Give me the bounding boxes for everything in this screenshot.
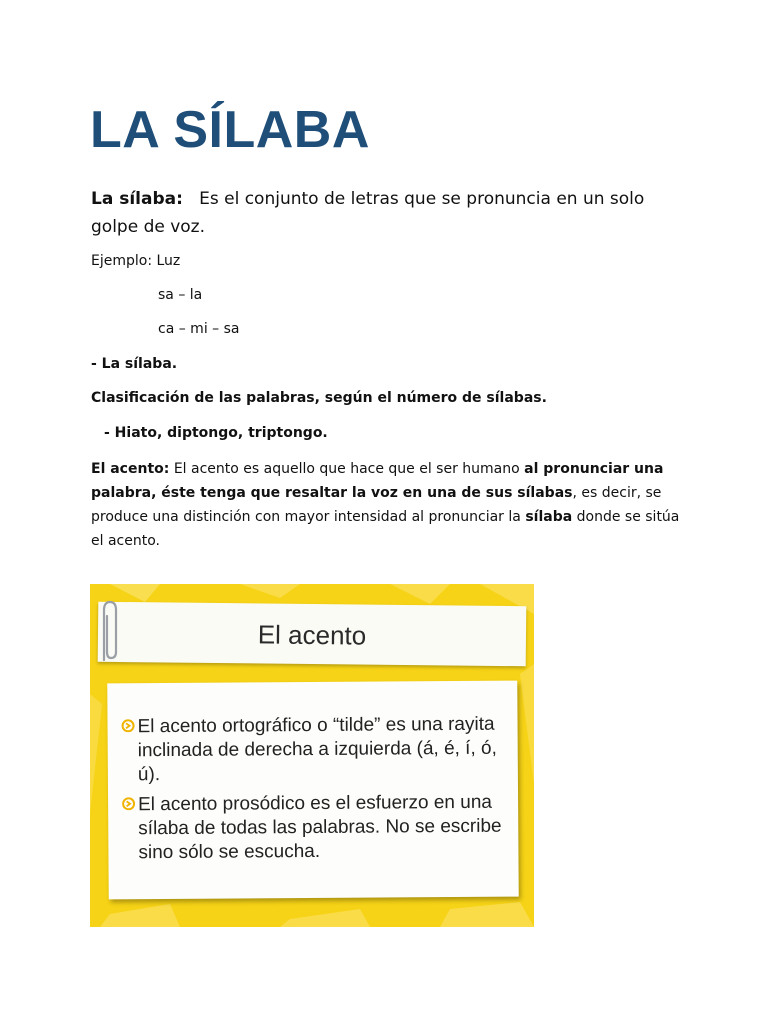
slide-bullet-2-text: El acento prosódico es el esfuerzo en una sílaba de todas las palabras. No se escribe sino sólo se escucha. <box>138 791 502 864</box>
acento-bold-1: al pronunciar una palabra, éste tenga que resaltar la voz en una de sus sílabas <box>91 461 664 501</box>
acento-text-1: El acento es aquello que hace que el ser humano <box>173 461 525 477</box>
paperclip-icon <box>98 598 120 668</box>
slide-bullet-2 <box>122 791 512 866</box>
acento-slide-image <box>90 584 534 927</box>
slide-body-card <box>107 681 518 900</box>
definition-paragraph <box>91 185 691 241</box>
example-line-2: ca – mi – sa <box>158 321 240 337</box>
acento-text-2: , es decir, se produce una distinción con mayor intensidad al pronunciar la <box>91 485 662 525</box>
bullet-arrow-icon <box>122 719 135 732</box>
definition-text: Es el conjunto de letras que se pronuncia en un solo golpe de voz. <box>91 189 645 237</box>
slide-title: El acento <box>257 619 367 651</box>
topic-silaba: - La sílaba. <box>91 356 178 372</box>
slide-bullet-1 <box>121 713 511 788</box>
bullet-arrow-icon <box>122 797 135 810</box>
acento-bold-2: sílaba <box>525 509 573 525</box>
acento-text-3: donde se sitúa el acento. <box>91 509 680 549</box>
page-title: LA SÍLABA <box>90 101 370 159</box>
example-line-1: sa – la <box>158 287 203 303</box>
acento-term: El acento: <box>91 461 170 477</box>
definition-term: La sílaba: <box>91 189 183 209</box>
slide-bullet-1-text: El acento ortográfico o “tilde” es una rayita inclinada de derecha a izquierda (á, é, í, ó, ú). <box>137 713 497 786</box>
acento-paragraph <box>91 457 681 553</box>
topic-clasificacion: Clasificación de las palabras, según el número de sílabas. <box>91 390 547 406</box>
slide-title-strip <box>98 602 527 666</box>
topic-hiato: - Hiato, diptongo, triptongo. <box>104 425 328 441</box>
example-label: Ejemplo: Luz <box>91 253 181 269</box>
